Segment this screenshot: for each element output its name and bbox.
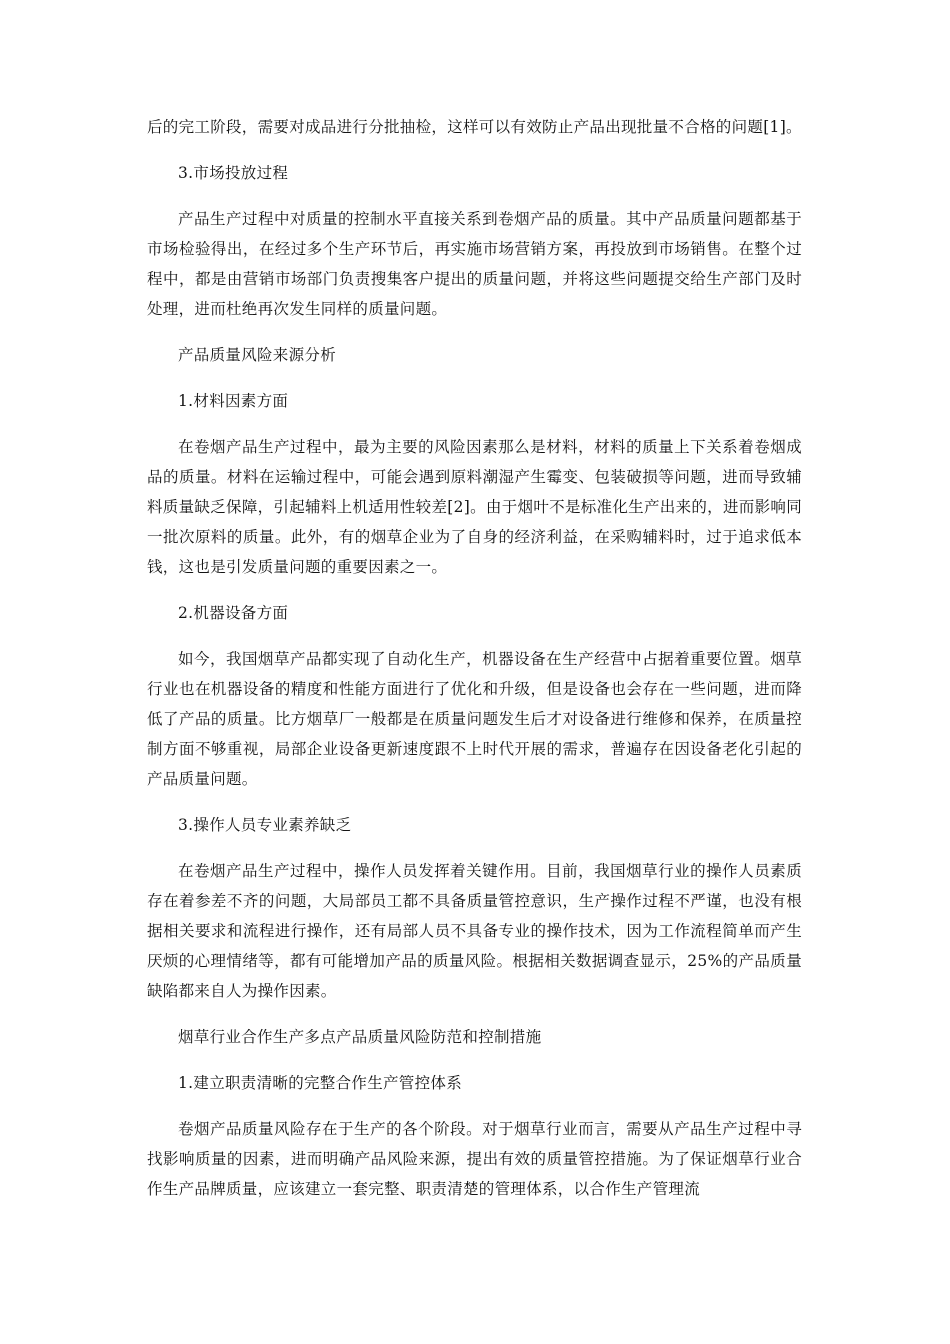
- paragraph-completion-stage: 后的完工阶段，需要对成品进行分批抽检，这样可以有效防止产品出现批量不合格的问题[1]。: [147, 118, 802, 136]
- heading-machine-equipment: 2.机器设备方面: [178, 604, 289, 622]
- paragraph-operator-skills: 在卷烟产品生产过程中，操作人员发挥着关键作用。目前，我国烟草行业的操作人员素质存在着参差不齐的问题，大局部员工都不具备质量管控意识，生产操作过程不严谨，也没有根据相关要求和流程进行操作，还有局部人员不具备专业的操作技术，因为工作流程简单而产生厌烦的心理情绪等，都有可能增加产品的质量风险。根据相关数据调查显示，25%的产品质量缺陷都来自人为操作因素。: [147, 862, 802, 1000]
- heading-material-factors: 1.材料因素方面: [178, 392, 289, 410]
- paragraph-machine-equipment: 如今，我国烟草产品都实现了自动化生产，机器设备在生产经营中占据着重要位置。烟草行业也在机器设备的精度和性能方面进行了优化和升级，但是设备也会存在一些问题，进而降低了产品的质量。比方烟草厂一般都是在质量问题发生后才对设备进行维修和保养，在质量控制方面不够重视，局部企业设备更新速度跟不上时代开展的需求，普遍存在因设备老化引起的产品质量问题。: [147, 650, 802, 788]
- paragraph-material-factors: 在卷烟产品生产过程中，最为主要的风险因素那么是材料，材料的质量上下关系着卷烟成品的质量。材料在运输过程中，可能会遇到原料潮湿产生霉变、包装破损等问题，进而导致辅料质量缺乏保障，引起辅料上机适用性较差[2]。由于烟叶不是标准化生产出来的，进而影响同一批次原料的质量。此外，有的烟草企业为了自身的经济利益，在采购辅料时，过于追求低本钱，这也是引发质量问题的重要因素之一。: [147, 438, 802, 576]
- heading-operator-skills: 3.操作人员专业素养缺乏: [178, 816, 352, 834]
- document-body: [147, 112, 802, 1220]
- heading-market-launch: 3.市场投放过程: [178, 164, 289, 182]
- paragraph-management-system: 卷烟产品质量风险存在于生产的各个阶段。对于烟草行业而言，需要从产品生产过程中寻找影响质量的因素，进而明确产品风险来源，提出有效的质量管控措施。为了保证烟草行业合作生产品牌质量，应该建立一套完整、职责清楚的管理体系，以合作生产管理流: [147, 1120, 802, 1198]
- heading-control-measures: 烟草行业合作生产多点产品质量风险防范和控制措施: [178, 1028, 542, 1046]
- paragraph-market-launch: 产品生产过程中对质量的控制水平直接关系到卷烟产品的质量。其中产品质量问题都基于市场检验得出，在经过多个生产环节后，再实施市场营销方案，再投放到市场销售。在整个过程中，都是由营销市场部门负责搜集客户提出的质量问题，并将这些问题提交给生产部门及时处理，进而杜绝再次发生同样的质量问题。: [147, 210, 802, 318]
- heading-risk-source-analysis: 产品质量风险来源分析: [178, 346, 337, 364]
- heading-management-system: 1.建立职责清晰的完整合作生产管控体系: [178, 1074, 462, 1092]
